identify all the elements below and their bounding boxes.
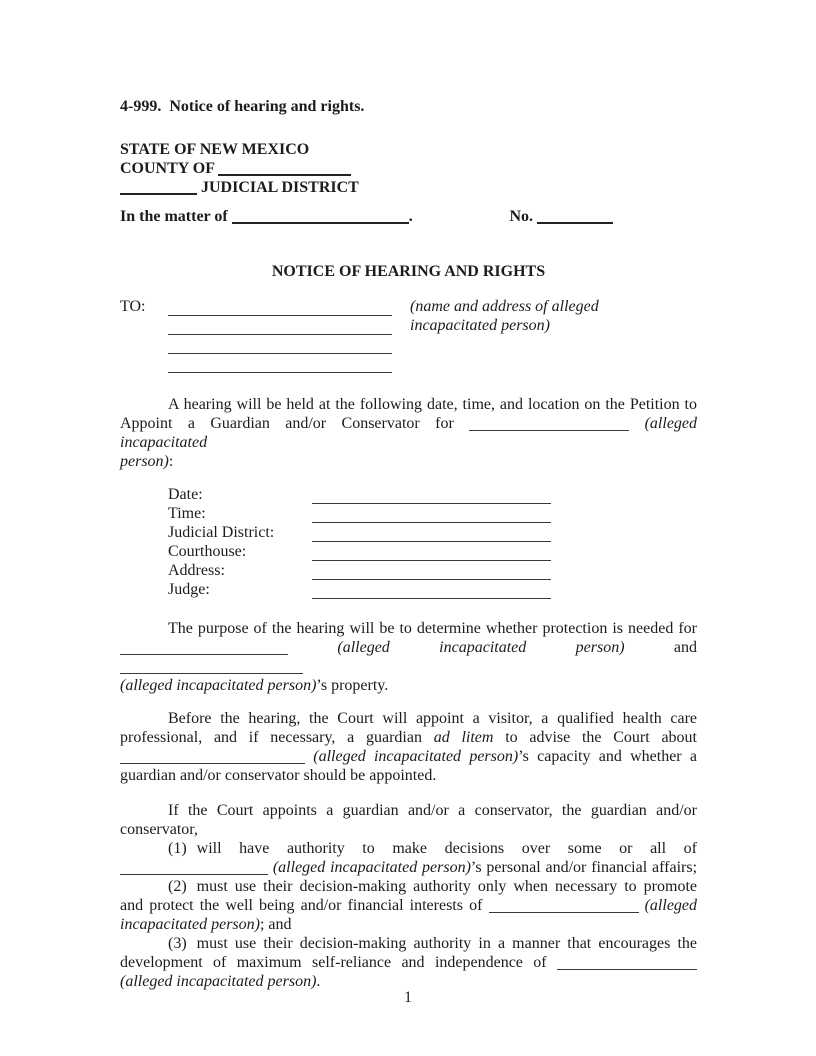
body-paragraph-visitor	[120, 709, 697, 785]
italic-text: incapacitated person)	[120, 916, 260, 933]
text-line: (alleged incapacitated person) and	[120, 638, 697, 676]
address-blank-line	[168, 354, 392, 373]
italic-text: person)	[120, 453, 169, 470]
blank-field	[120, 183, 197, 195]
address-caption	[410, 297, 599, 373]
hearing-detail-row	[168, 523, 697, 542]
text-line: (alleged incapacitated person)’s personal and/or financial affairs;	[120, 858, 697, 877]
text-line: person):	[120, 453, 174, 470]
fill-in-line	[312, 580, 551, 599]
address-blank-line	[168, 335, 392, 354]
hearing-detail-row	[168, 504, 697, 523]
text-line: The purpose of the hearing will be to determine whether protection is needed for	[168, 620, 697, 637]
date-label: Judge:	[168, 581, 210, 598]
tab-space	[187, 885, 197, 891]
text-line: (alleged incapacitated person).	[120, 973, 321, 990]
case-caption-row	[120, 207, 697, 226]
date-label: Time:	[168, 505, 206, 522]
text-line: (2) must use their decision-making authority only when necessary to promote	[168, 878, 697, 895]
body-paragraph-purpose	[120, 619, 697, 695]
court-caption	[120, 140, 697, 197]
fill-in-line	[312, 523, 551, 542]
court-caption-line: JUDICIAL DISTRICT	[120, 178, 697, 197]
to-block	[120, 297, 697, 373]
text-line: Appoint a Guardian and/or Conservator for (alleged incapacitated	[120, 415, 698, 451]
blank-field	[232, 212, 409, 224]
date-label: Date:	[168, 486, 203, 503]
text-line: (alleged incapacitated person)’s property.	[120, 677, 389, 694]
date-label: Courthouse:	[168, 543, 247, 560]
blank-field	[218, 164, 351, 176]
fill-in-line	[312, 561, 551, 580]
text-line: and protect the well being and/or financial interests of (alleged	[120, 897, 698, 914]
blank-field	[120, 753, 305, 764]
italic-text: (alleged incapacitated person)	[120, 677, 317, 694]
text-line: guardian and/or conservator should be appointed.	[120, 767, 437, 784]
fill-in-line	[312, 485, 551, 504]
italic-text: (alleged incapacitated	[120, 415, 698, 451]
rule-title: 4-999. Notice of hearing and rights.	[120, 98, 365, 115]
address-lines	[168, 297, 392, 373]
italic-text: (alleged	[644, 897, 698, 914]
blank-field	[469, 420, 629, 431]
hearing-detail-row	[168, 580, 697, 599]
text-line: conservator,	[120, 821, 198, 838]
blank-field	[537, 212, 613, 224]
address-caption-line: (name and address of alleged	[410, 298, 599, 315]
document-title: NOTICE OF HEARING AND RIGHTS	[271, 263, 546, 280]
address-blank-line	[168, 297, 392, 316]
date-label: Address:	[168, 562, 225, 579]
address-caption-line: incapacitated person)	[410, 317, 550, 334]
fill-in-line	[312, 542, 551, 561]
fill-in-line	[312, 504, 551, 523]
text-line: professional, and if necessary, a guardian ad litem to advise the Court about	[120, 729, 697, 746]
body-paragraph-hearing	[120, 395, 697, 471]
italic-text: (alleged incapacitated person)	[313, 748, 519, 765]
hearing-detail-row	[168, 561, 697, 580]
italic-text: (alleged incapacitated person)	[337, 639, 625, 656]
italic-text: (alleged incapacitated person)	[272, 859, 471, 876]
hearing-detail-row	[168, 485, 697, 504]
text-line: A hearing will be held at the following date, time, and location on the Petition to	[168, 396, 697, 413]
matter-line: In the matter of .	[120, 208, 413, 225]
text-line: development of maximum self-reliance and independence of	[120, 953, 697, 972]
text-line: Before the hearing, the Court will appoint a visitor, a qualified health care	[168, 710, 697, 727]
page-number: 1	[404, 989, 412, 1006]
blank-field	[489, 902, 639, 913]
tab-space	[187, 942, 197, 948]
hearing-detail-row	[168, 542, 697, 561]
text-line: (1) will have authority to make decisions over some or all of	[168, 840, 697, 857]
body-paragraph-authority	[120, 801, 697, 991]
blank-field	[557, 959, 697, 970]
case-number: No.	[509, 207, 613, 226]
text-line: If the Court appoints a guardian and/or a conservator, the guardian and/or	[168, 802, 697, 819]
text-line: (alleged incapacitated person)’s capacity and whether a	[120, 747, 697, 766]
italic-text: (alleged incapacitated person)	[120, 973, 317, 990]
italic-text: ad litem	[433, 729, 494, 746]
hearing-details	[120, 485, 697, 599]
blank-field	[120, 663, 303, 674]
court-caption-line: STATE OF NEW MEXICO	[120, 141, 310, 158]
to-label: TO:	[120, 298, 146, 315]
tab-space	[187, 847, 197, 853]
text-line: incapacitated person); and	[120, 916, 292, 933]
text-line: (3) must use their decision-making authority in a manner that encourages the	[168, 935, 697, 952]
date-label: Judicial District:	[168, 524, 275, 541]
address-blank-line	[168, 316, 392, 335]
court-caption-line: COUNTY OF	[120, 159, 697, 178]
blank-field	[120, 644, 288, 655]
blank-field	[120, 864, 268, 875]
